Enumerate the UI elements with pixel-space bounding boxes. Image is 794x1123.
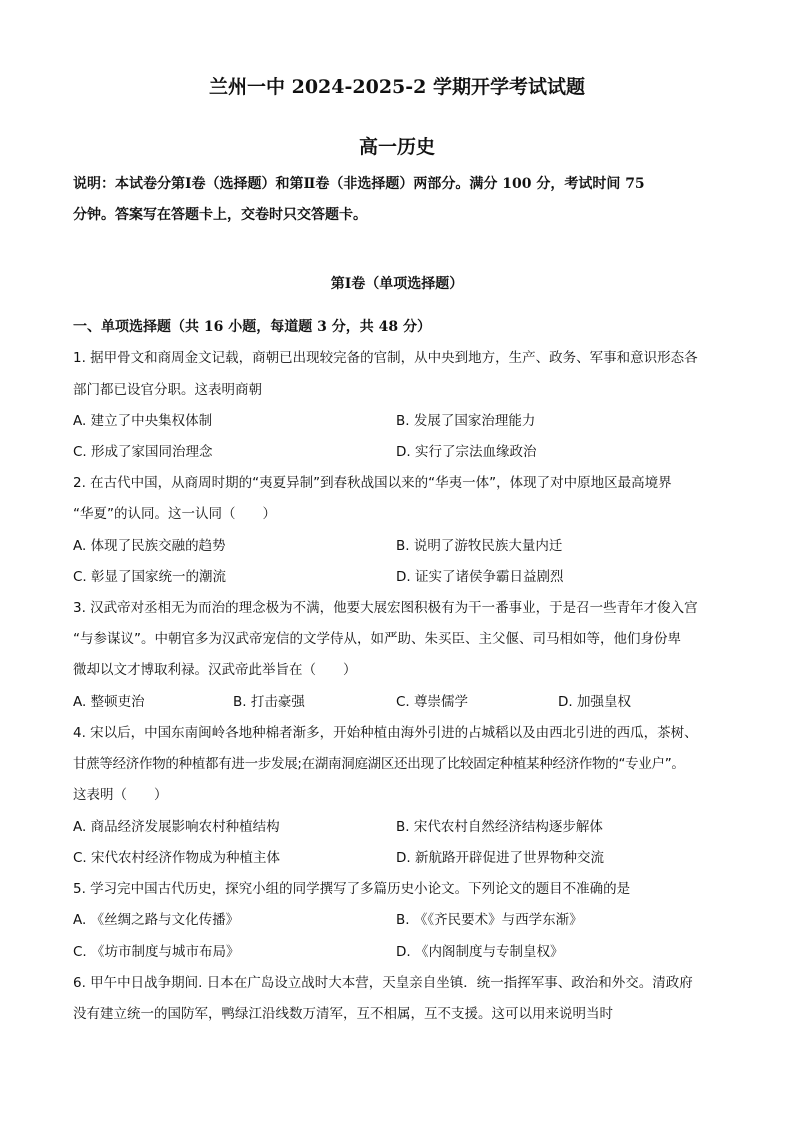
answer-option: D. 加强皇权 [558,694,631,710]
subject-title: 高一历史 [358,136,435,158]
answer-option: A. 整顿吏治 [73,694,145,710]
answer-option: C. 形成了家国同治理念 [73,444,213,460]
answer-option: B. 发展了国家治理能力 [396,413,536,429]
question-text: 6. 甲午中日战争期间. 日本在广岛设立战时大本营，天皇亲自坐镇．统一指挥军事、政治和外交。清政府 [73,975,693,991]
answer-option: D. 实行了宗法血缘政治 [396,444,537,460]
answer-option: B. 说明了游牧民族大量内迁 [396,538,563,554]
answer-option: D. 新航路开辟促进了世界物种交流 [396,850,604,866]
answer-option: B. 打击豪强 [233,694,305,710]
question-text: 1. 据甲骨文和商周金文记载，商朝已出现较完备的官制，从中央到地方，生产、政务、军事和意识形态各 [73,350,698,366]
question-text: 4. 宋以后，中国东南闽岭各地种棉者渐多，开始种植由海外引进的占城稻以及由西北引进的西瓜，茶树、 [73,725,698,741]
answer-option: A. 建立了中央集权体制 [73,413,213,429]
question-text: “华夏”的认同。这一认同（ ） [73,506,276,522]
answer-option: C. 《坊市制度与城市布局》 [73,944,240,960]
answer-option: D. 证实了诸侯争霸日益剧烈 [396,569,564,585]
question-text: 微却以文才博取利禄。汉武帝此举旨在（ ） [73,662,357,678]
answer-option: A. 《丝绸之路与文化传播》 [73,912,240,928]
question-text: 2. 在古代中国，从商周时期的“夷夏异制”到春秋战国以来的“华夷一体”，体现了对中原地区最高境界 [73,475,672,491]
instructions-line: 说明：本试卷分第Ⅰ卷（选择题）和第Ⅱ卷（非选择题）两部分。满分 100 分，考试时间 75 [73,176,645,192]
question-text: 没有建立统一的国防军，鸭绿江沿线数万清军，互不相属，互不支援。这可以用来说明当时 [73,1006,613,1022]
question-text: 5. 学习完中国古代历史，探究小组的同学撰写了多篇历史小论文。下列论文的题目不准确的是 [73,881,631,897]
answer-option: D. 《内阁制度与专制皇权》 [396,944,564,960]
section-title: 第Ⅰ卷（单项选择题） [330,276,464,292]
answer-option: C. 尊崇儒学 [396,694,469,710]
part-heading: 一、单项选择题（共 16 小题，每道题 3 分，共 48 分） [73,319,431,335]
question-text: 这表明（ ） [73,787,168,803]
question-text: 部门都已设官分职。这表明商朝 [73,382,262,398]
answer-option: C. 宋代农村经济作物成为种植主体 [73,850,281,866]
question-text: 甘蔗等经济作物的种植都有进一步发展;在湖南洞庭湖区还出现了比较固定种植某种经济作物的“专业户”。 [73,756,685,772]
answer-option: C. 彰显了国家统一的潮流 [73,569,227,585]
question-text: “与参谋议”。中朝官多为汉武帝宠信的文学侍从，如严助、朱买臣、主父偃、司马相如等，他们身份卑 [73,631,681,647]
answer-option: B. 宋代农村自然经济结构逐步解体 [396,819,603,835]
exam-title: 兰州一中 2024-2025-2 学期开学考试试题 [209,76,585,98]
answer-option: A. 商品经济发展影响农村种植结构 [73,819,280,835]
answer-option: A. 体现了民族交融的趋势 [73,538,226,554]
answer-option: B. 《《齐民要术》与西学东渐》 [396,912,583,928]
instructions-line: 分钟。答案写在答题卡上，交卷时只交答题卡。 [73,207,367,223]
question-text: 3. 汉武帝对丞相无为而治的理念极为不满，他要大展宏图积极有为干一番事业，于是召一些青年才俊入宫 [73,600,698,616]
exam-instructions [73,169,723,231]
